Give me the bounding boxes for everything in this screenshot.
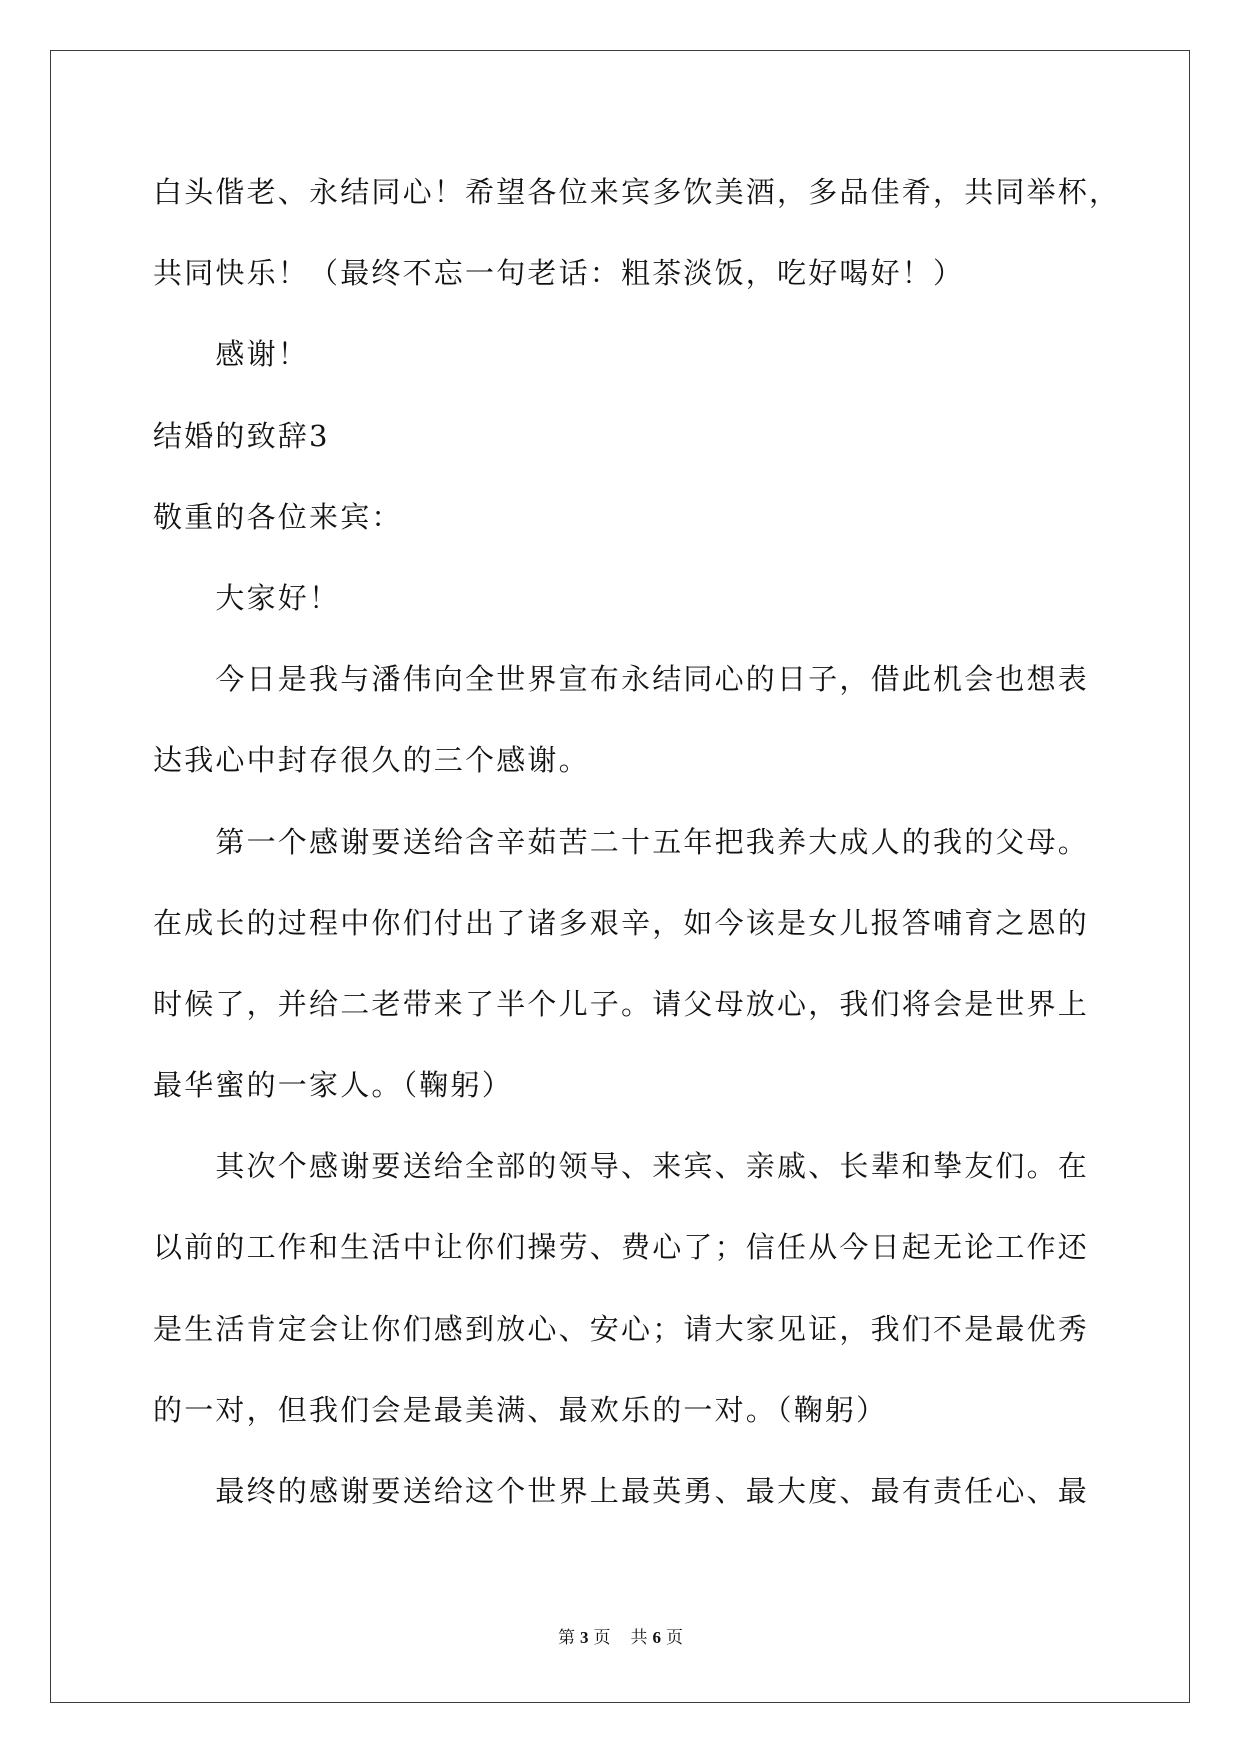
text-line: 敬重的各位来宾： — [153, 499, 403, 534]
document-body — [153, 152, 1173, 1532]
total-pages-prefix: 共 — [630, 1628, 648, 1648]
text-line: 结婚的致辞3 — [153, 418, 330, 453]
text-line: 今日是我与潘伟向全世界宣布永结同心的日子，借此机会也想表 — [215, 662, 1089, 697]
paragraph — [153, 1126, 1173, 1451]
paragraph-continued — [153, 152, 1173, 314]
page-footer — [0, 1625, 1241, 1651]
total-pages-number: 6 — [652, 1628, 661, 1647]
page-number-suffix: 页 — [593, 1628, 611, 1648]
paragraph — [153, 1451, 1173, 1532]
total-pages-suffix: 页 — [666, 1628, 683, 1648]
page-number-prefix: 第 — [558, 1628, 575, 1648]
text-line: 是生活肯定会让你们感到放心、安心；请大家见证，我们不是最优秀 — [153, 1311, 1090, 1346]
text-line: 其次个感谢要送给全部的领导、来宾、亲戚、长辈和挚友们。在 — [215, 1149, 1089, 1184]
greeting — [153, 558, 1173, 639]
text-line: 最华蜜的一家人。（鞠躬） — [153, 1068, 513, 1103]
text-line: 感谢！ — [215, 337, 309, 372]
text-line: 时候了，并给二老带来了半个儿子。请父母放心，我们将会是世界上 — [153, 986, 1090, 1021]
text-line: 大家好！ — [215, 580, 341, 615]
paragraph — [153, 802, 1173, 1127]
text-line: 共同快乐！（最终不忘一句老话：粗茶淡饭，吃好喝好！） — [153, 256, 965, 291]
text-line: 达我心中封存很久的三个感谢。 — [153, 743, 590, 778]
paragraph — [153, 639, 1173, 801]
text-line: 第一个感谢要送给含辛茹苦二十五年把我养大成人的我的父母。 — [215, 824, 1089, 859]
text-line: 最终的感谢要送给这个世界上最英勇、最大度、最有责任心、最 — [215, 1474, 1089, 1508]
text-line: 白头偕老、永结同心！希望各位来宾多饮美酒，多品佳肴，共同举杯， — [153, 175, 1121, 209]
section-title — [153, 396, 1173, 477]
text-line: 的一对，但我们会是最美满、最欢乐的一对。（鞠躬） — [153, 1392, 888, 1427]
text-line: 在成长的过程中你们付出了诸多艰辛，如今该是女儿报答哺育之恩的 — [153, 905, 1090, 940]
salutation — [153, 477, 1173, 558]
current-page-number: 3 — [580, 1628, 589, 1647]
closing-thanks — [153, 314, 1173, 395]
text-line: 以前的工作和生活中让你们操劳、费心了；信任从今日起无论工作还 — [153, 1230, 1090, 1265]
